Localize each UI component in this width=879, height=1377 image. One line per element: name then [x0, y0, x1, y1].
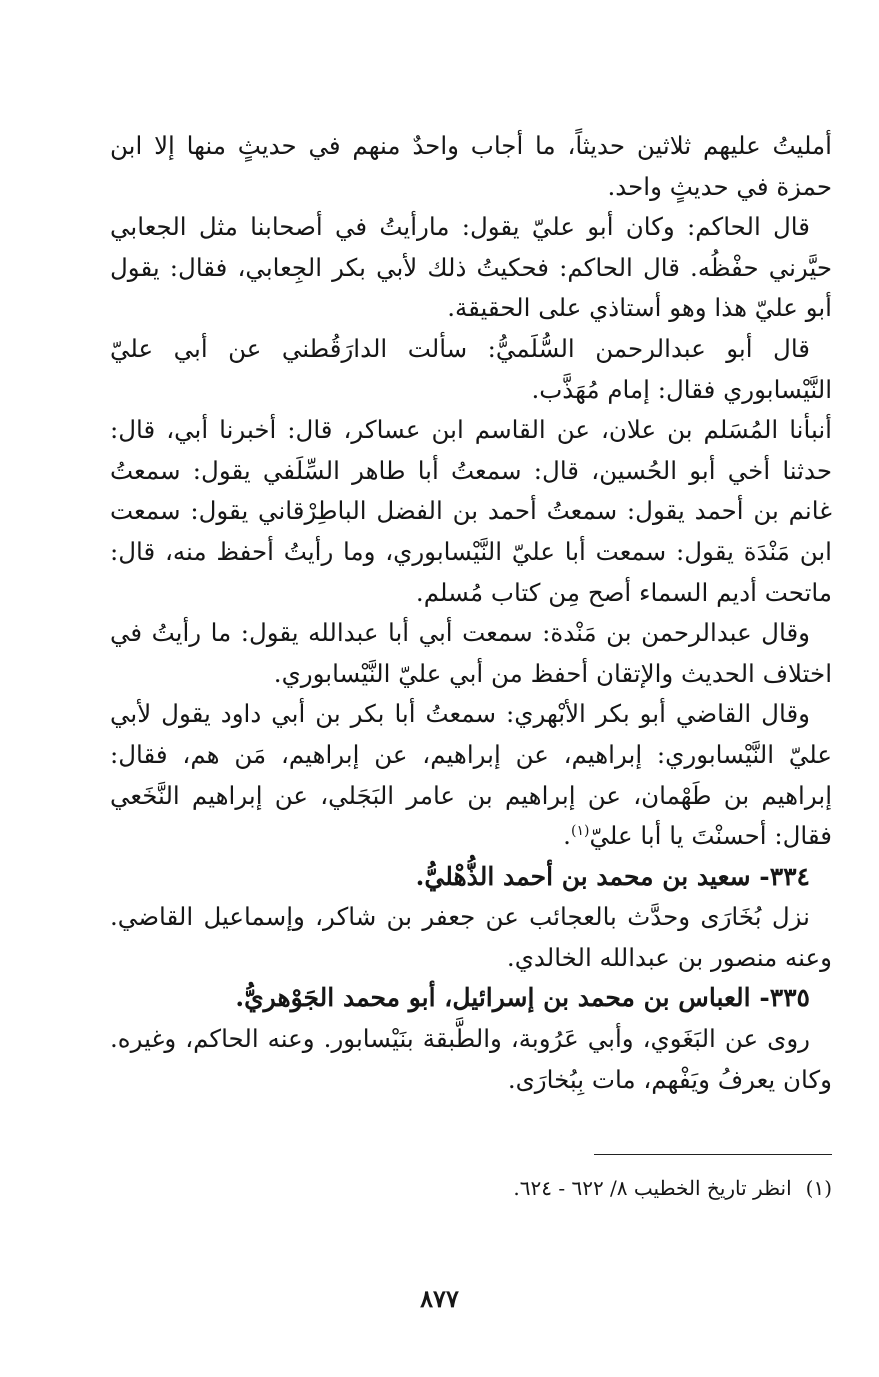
main-text: [110, 126, 832, 1100]
footnote-reference[interactable]: (١): [570, 822, 590, 839]
entry-text-334: نزل بُخَارَى وحدَّث بالعجائب عن جعفر بن شاكر، وإسماعيل القاضي. وعنه منصور بن عبدالله الخالدي.: [110, 902, 832, 972]
paragraph-6-end: .: [563, 821, 571, 851]
footnote-number: (١): [805, 1176, 832, 1200]
paragraph-1: أمليتُ عليهم ثلاثين حديثاً، ما أجاب واحدٌ منهم في حديثٍ منها إلا ابن حمزة في حديثٍ واحد.: [110, 131, 832, 201]
paragraph-2: قال الحاكم: وكان أبو عليّ يقول: مارأيتُ في أصحابنا مثل الجعابي حيَّرني حفْظُه. قال الحاكم: فحكيتُ ذلك لأبي بكر الجِعابي، فقال: يقول أبو عليّ هذا وهو أستاذي على الحقيقة.: [110, 212, 832, 323]
footnote-text: انظر تاريخ الخطيب ٨/ ٦٢٢ - ٦٢٤.: [513, 1176, 792, 1200]
entry-heading-334: ٣٣٤- سعيد بن محمد بن أحمد الذُّهْليُّ.: [415, 861, 810, 891]
footnote-divider: [594, 1154, 832, 1155]
entry-heading-335: ٣٣٥- العباس بن محمد بن إسرائيل، أبو محمد الجَوْهريُّ.: [235, 983, 810, 1013]
paragraph-6-text: وقال القاضي أبو بكر الأبْهري: سمعتُ أبا بكر بن أبي داود يقول لأبي عليّ النَّيْسابوري: إبراهيم، عن إبراهيم، عن إبراهيم، مَن هم، فقال: إبراهيم بن طَهْمان، عن إبراهيم بن عامر البَجَلي، عن إبراهيم النَّخَعي فقال: أحسنْتَ يا أبا عليّ: [110, 699, 832, 851]
paragraph-5: وقال عبدالرحمن بن مَنْدة: سمعت أبي أبا عبدالله يقول: ما رأيتُ في اختلاف الحديث والإتقان أحفظ من أبي عليّ النَّيْسابوري.: [110, 618, 832, 688]
paragraph-4: أنبأنا المُسَلم بن علان، عن القاسم ابن عساكر، قال: أخبرنا أبي، قال: حدثنا أخي أبو الحُسين، قال: سمعتُ أبا طاهر السِّلَفي يقول: سمعتُ غانم بن أحمد يقول: سمعتُ أحمد بن الفضل الباطِرْقاني يقول: سمعت ابن مَنْدَة يقول: سمعت أبا عليّ النَّيْسابوري، وما رأيتُ أحفظ منه، قال: ماتحت أديم السماء أصح مِن كتاب مُسلم.: [110, 415, 832, 607]
footnote: [400, 1173, 832, 1203]
entry-text-335: روى عن البَغَوي، وأبي عَرُوبة، والطَّبقة بنَيْسابور. وعنه الحاكم، وغيره. وكان يعرفُ ويَفْهم، مات بِبُخارَى.: [110, 1024, 832, 1094]
paragraph-3: قال أبو عبدالرحمن السُّلَميُّ: سألت الدارَقُطني عن أبي عليّ النَّيْسابوري فقال: إمام مُهَذَّب.: [110, 333, 832, 404]
page-number: ٨٧٧: [420, 1284, 459, 1313]
paragraph-6: [110, 694, 832, 856]
